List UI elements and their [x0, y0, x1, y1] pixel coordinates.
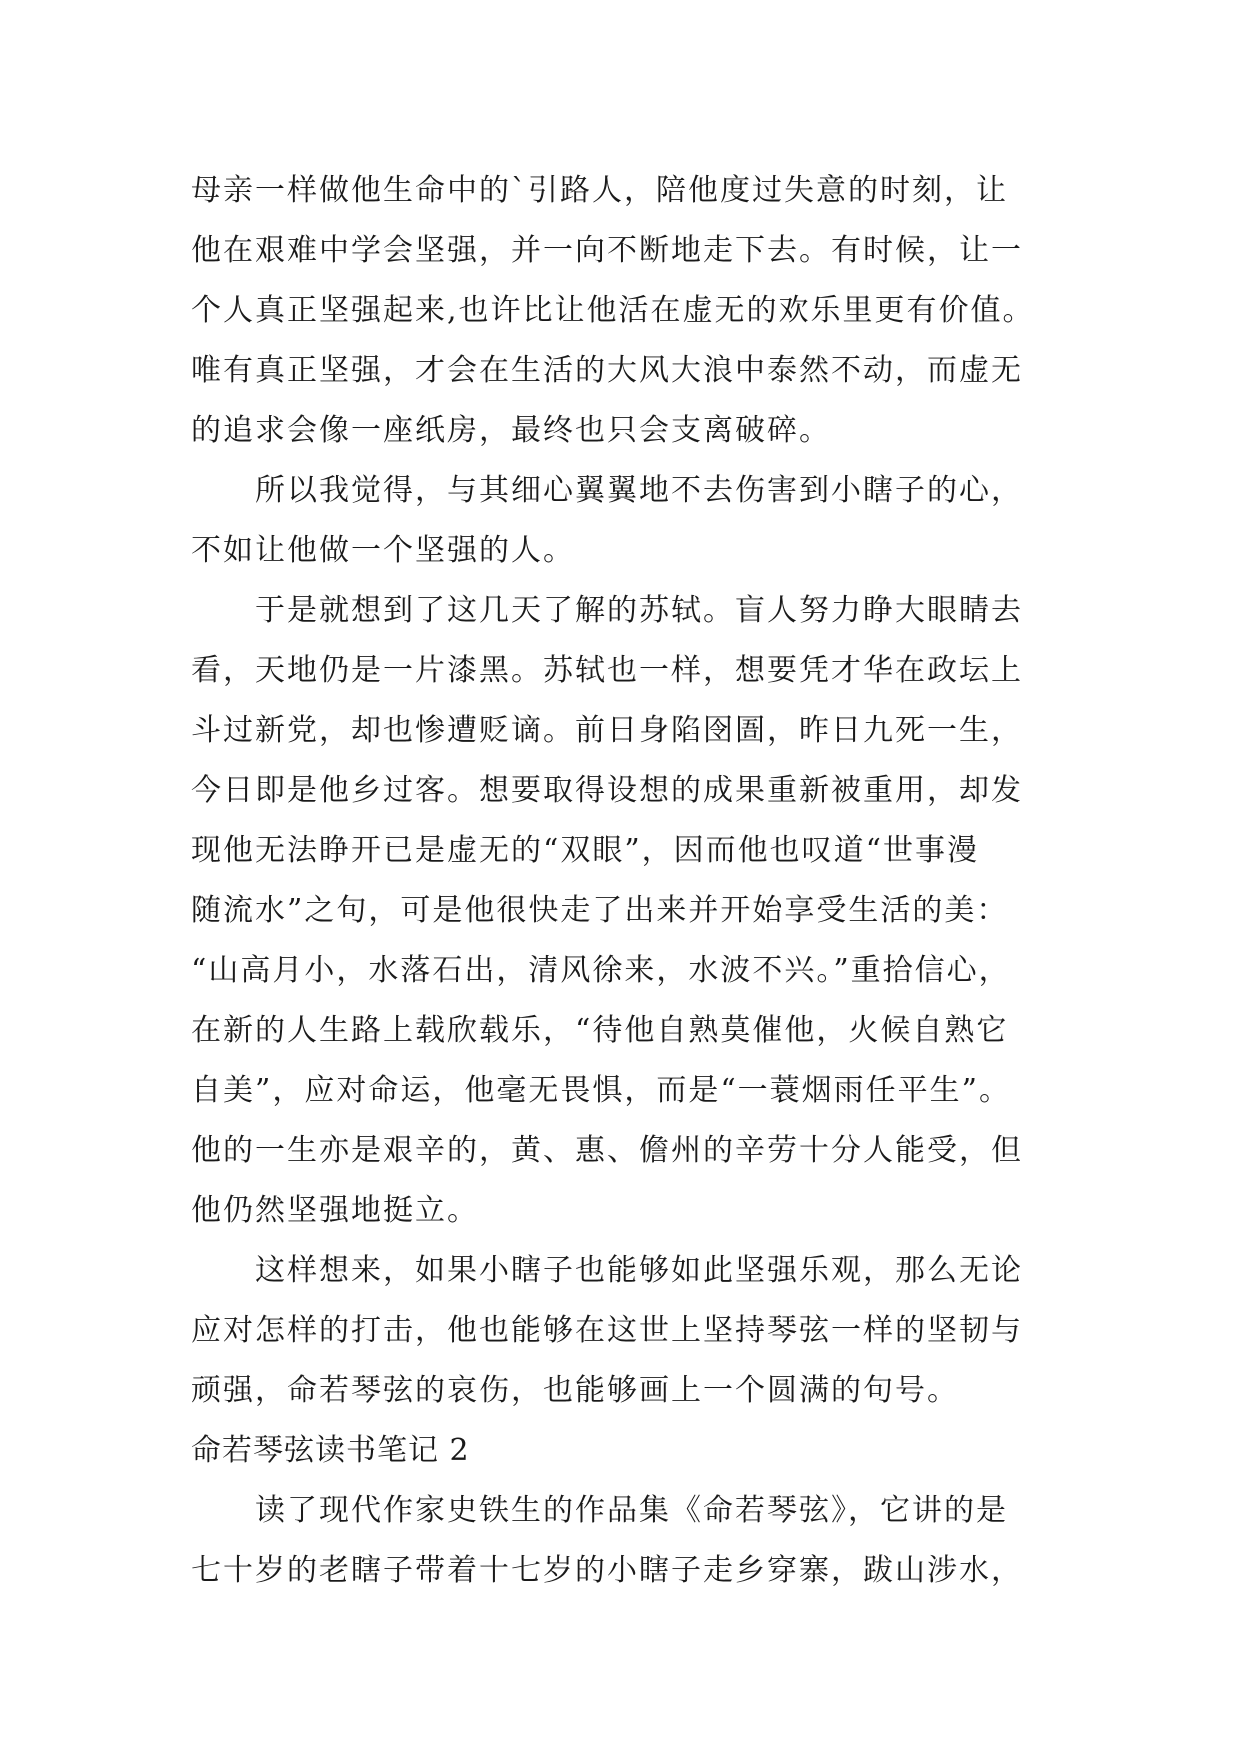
text-line: 应对怎样的打击，他也能够在这世上坚持琴弦一样的坚韧与	[191, 1313, 1023, 1348]
text-line: 现他无法睁开已是虚无的“双眼”，因而他也叹道“世事漫	[191, 833, 980, 868]
text-line: “山高月小，水落石出，清风徐来，水波不兴。”重拾信心，	[191, 953, 1011, 988]
text-line: 他的一生亦是艰辛的，黄、惠、儋州的辛劳十分人能受，但	[191, 1133, 1023, 1168]
paragraph-start-line: 读了现代作家史铁生的作品集《命若琴弦》，它讲的是	[255, 1493, 1008, 1528]
document-body	[191, 161, 1091, 1601]
text-line: 他仍然坚强地挺立。	[191, 1193, 479, 1228]
text-line: 母亲一样做他生命中的`引路人，陪他度过失意的时刻，让	[191, 173, 1008, 208]
text-line: 今日即是他乡过客。想要取得设想的成果重新被重用，却发	[191, 773, 1023, 808]
section-heading: 命若琴弦读书笔记 2	[191, 1433, 470, 1468]
text-line: 唯有真正坚强，才会在生活的大风大浪中泰然不动，而虚无	[191, 353, 1023, 388]
text-line: 个人真正坚强起来,也许比让他活在虚无的欢乐里更有价值。	[191, 293, 1035, 328]
text-line: 顽强，命若琴弦的哀伤，也能够画上一个圆满的句号。	[191, 1373, 959, 1408]
text-line: 七十岁的老瞎子带着十七岁的小瞎子走乡穿寨，跋山涉水，	[191, 1553, 1023, 1588]
text-line: 随流水”之句，可是他很快走了出来并开始享受生活的美：	[191, 893, 1009, 928]
text-line: 看，天地仍是一片漆黑。苏轼也一样，想要凭才华在政坛上	[191, 653, 1023, 688]
paragraph-start-line: 于是就想到了这几天了解的苏轼。盲人努力睁大眼睛去	[255, 593, 1023, 628]
text-line: 他在艰难中学会坚强，并一向不断地走下去。有时候，让一	[191, 233, 1023, 268]
text-line: 斗过新党，却也惨遭贬谪。前日身陷囹圄，昨日九死一生，	[191, 713, 1023, 748]
paragraph-start-line: 这样想来，如果小瞎子也能够如此坚强乐观，那么无论	[255, 1253, 1023, 1288]
text-line: 在新的人生路上载欣载乐，“待他自熟莫催他，火候自熟它	[191, 1013, 1009, 1048]
text-line: 的追求会像一座纸房，最终也只会支离破碎。	[191, 413, 831, 448]
text-line: 不如让他做一个坚强的人。	[191, 533, 575, 568]
paragraph-start-line: 所以我觉得，与其细心翼翼地不去伤害到小瞎子的心，	[255, 473, 1023, 508]
text-line: 自美”，应对命运，他毫无畏惧，而是“一蓑烟雨任平生”。	[191, 1073, 1012, 1108]
